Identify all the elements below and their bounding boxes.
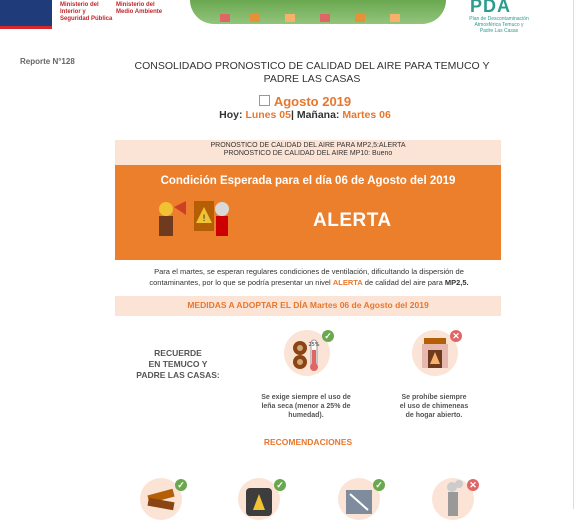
- today-label: Hoy:: [219, 109, 243, 121]
- month-label: Agosto 2019: [273, 94, 352, 109]
- description-text: de calidad del aire para: [364, 278, 443, 287]
- prohibited-x-icon: ✕: [450, 330, 462, 342]
- ministry-line: Ministerio del: [116, 2, 155, 8]
- description-alert: ALERTA: [332, 278, 363, 287]
- report-title: CONSOLIDADO PRONOSTICO DE CALIDAD DEL AIRE PARA TEMUCO Y PADRE LAS CASAS: [134, 60, 490, 85]
- measure-line: Se exige siempre el uso de: [261, 394, 351, 401]
- recommendations-title: RECOMENDACIONES: [263, 437, 353, 447]
- reminder-line: RECUERDE: [154, 348, 202, 358]
- report-month: [220, 94, 390, 109]
- ministry-interior-text: [60, 2, 112, 23]
- condition-status: ALERTA: [313, 210, 392, 231]
- forecast-summary: [115, 140, 501, 165]
- description-line: Para el martes, se esperan regulares condiciones de ventilación, dificultando la dispersión de: [154, 267, 464, 276]
- description-pollutant: MP2,5.: [444, 278, 469, 287]
- condition-title: Condición Esperada para el día 06 de Agosto del 2019: [160, 175, 456, 187]
- recommended-check-icon: ✓: [175, 479, 187, 491]
- page-edge: [573, 0, 574, 509]
- forecast-description: [115, 266, 503, 288]
- reminder-text: [125, 348, 231, 381]
- ministry-environment-text: [116, 2, 162, 16]
- today-value: Lunes 05: [245, 109, 291, 121]
- measure-line: leña seca (menor a 25% de: [261, 403, 351, 410]
- recommended-check-icon: ✓: [274, 479, 286, 491]
- report-number: Reporte N°128: [20, 57, 75, 66]
- description-line: [115, 277, 503, 288]
- measure-line: humedad).: [288, 412, 324, 419]
- description-text: contaminantes, por lo que se podría presentar un nivel: [149, 278, 331, 287]
- reminder-line: PADRE LAS CASAS:: [136, 370, 220, 380]
- calendar-icon: [259, 95, 270, 106]
- ministry-line: Ministerio del: [60, 2, 99, 8]
- measure-line: Se prohíbe siempre: [401, 394, 467, 401]
- not-recommended-x-icon: ✕: [467, 479, 479, 491]
- pda-logo-subtitle: Plan de Descontaminación Atmosférica Temuco y Padre Las Casas: [469, 16, 529, 34]
- forecast-mp10: PRONOSTICO DE CALIDAD DEL AIRE MP10: Bueno: [223, 150, 393, 157]
- separator: |: [290, 109, 294, 121]
- measure-firewood-text: [256, 393, 356, 420]
- measure-line: de hogar abierto.: [405, 412, 463, 419]
- ministry-line: Seguridad Pública: [60, 16, 113, 22]
- recommended-check-icon: ✓: [373, 479, 385, 491]
- ministry-line: Medio Ambiente: [116, 9, 163, 15]
- measures-title: MEDIDAS A ADOPTAR EL DÍA Martes 06 de Agosto del 2019: [187, 300, 429, 310]
- pda-logo: PDA: [470, 0, 512, 16]
- tomorrow-label: Mañana:: [296, 109, 340, 121]
- tomorrow-value: Martes 06: [342, 109, 391, 121]
- forecast-mp25: PRONOSTICO DE CALIDAD DEL AIRE PARA MP2,5:ALERTA: [210, 142, 406, 149]
- allowed-check-icon: ✓: [322, 330, 334, 342]
- ministry-line: Interior y: [60, 9, 86, 15]
- moisture-label: 25%: [308, 342, 320, 348]
- reminder-line: EN TEMUCO Y: [148, 359, 208, 369]
- smoke-alert-illustration: [152, 195, 238, 241]
- government-logo: [0, 0, 52, 29]
- city-banner-image: [190, 0, 446, 24]
- day-line: [180, 109, 430, 121]
- measure-line: el uso de chimeneas: [399, 403, 469, 410]
- measure-fireplace-text: [384, 393, 484, 420]
- svg-text:!: !: [202, 214, 206, 224]
